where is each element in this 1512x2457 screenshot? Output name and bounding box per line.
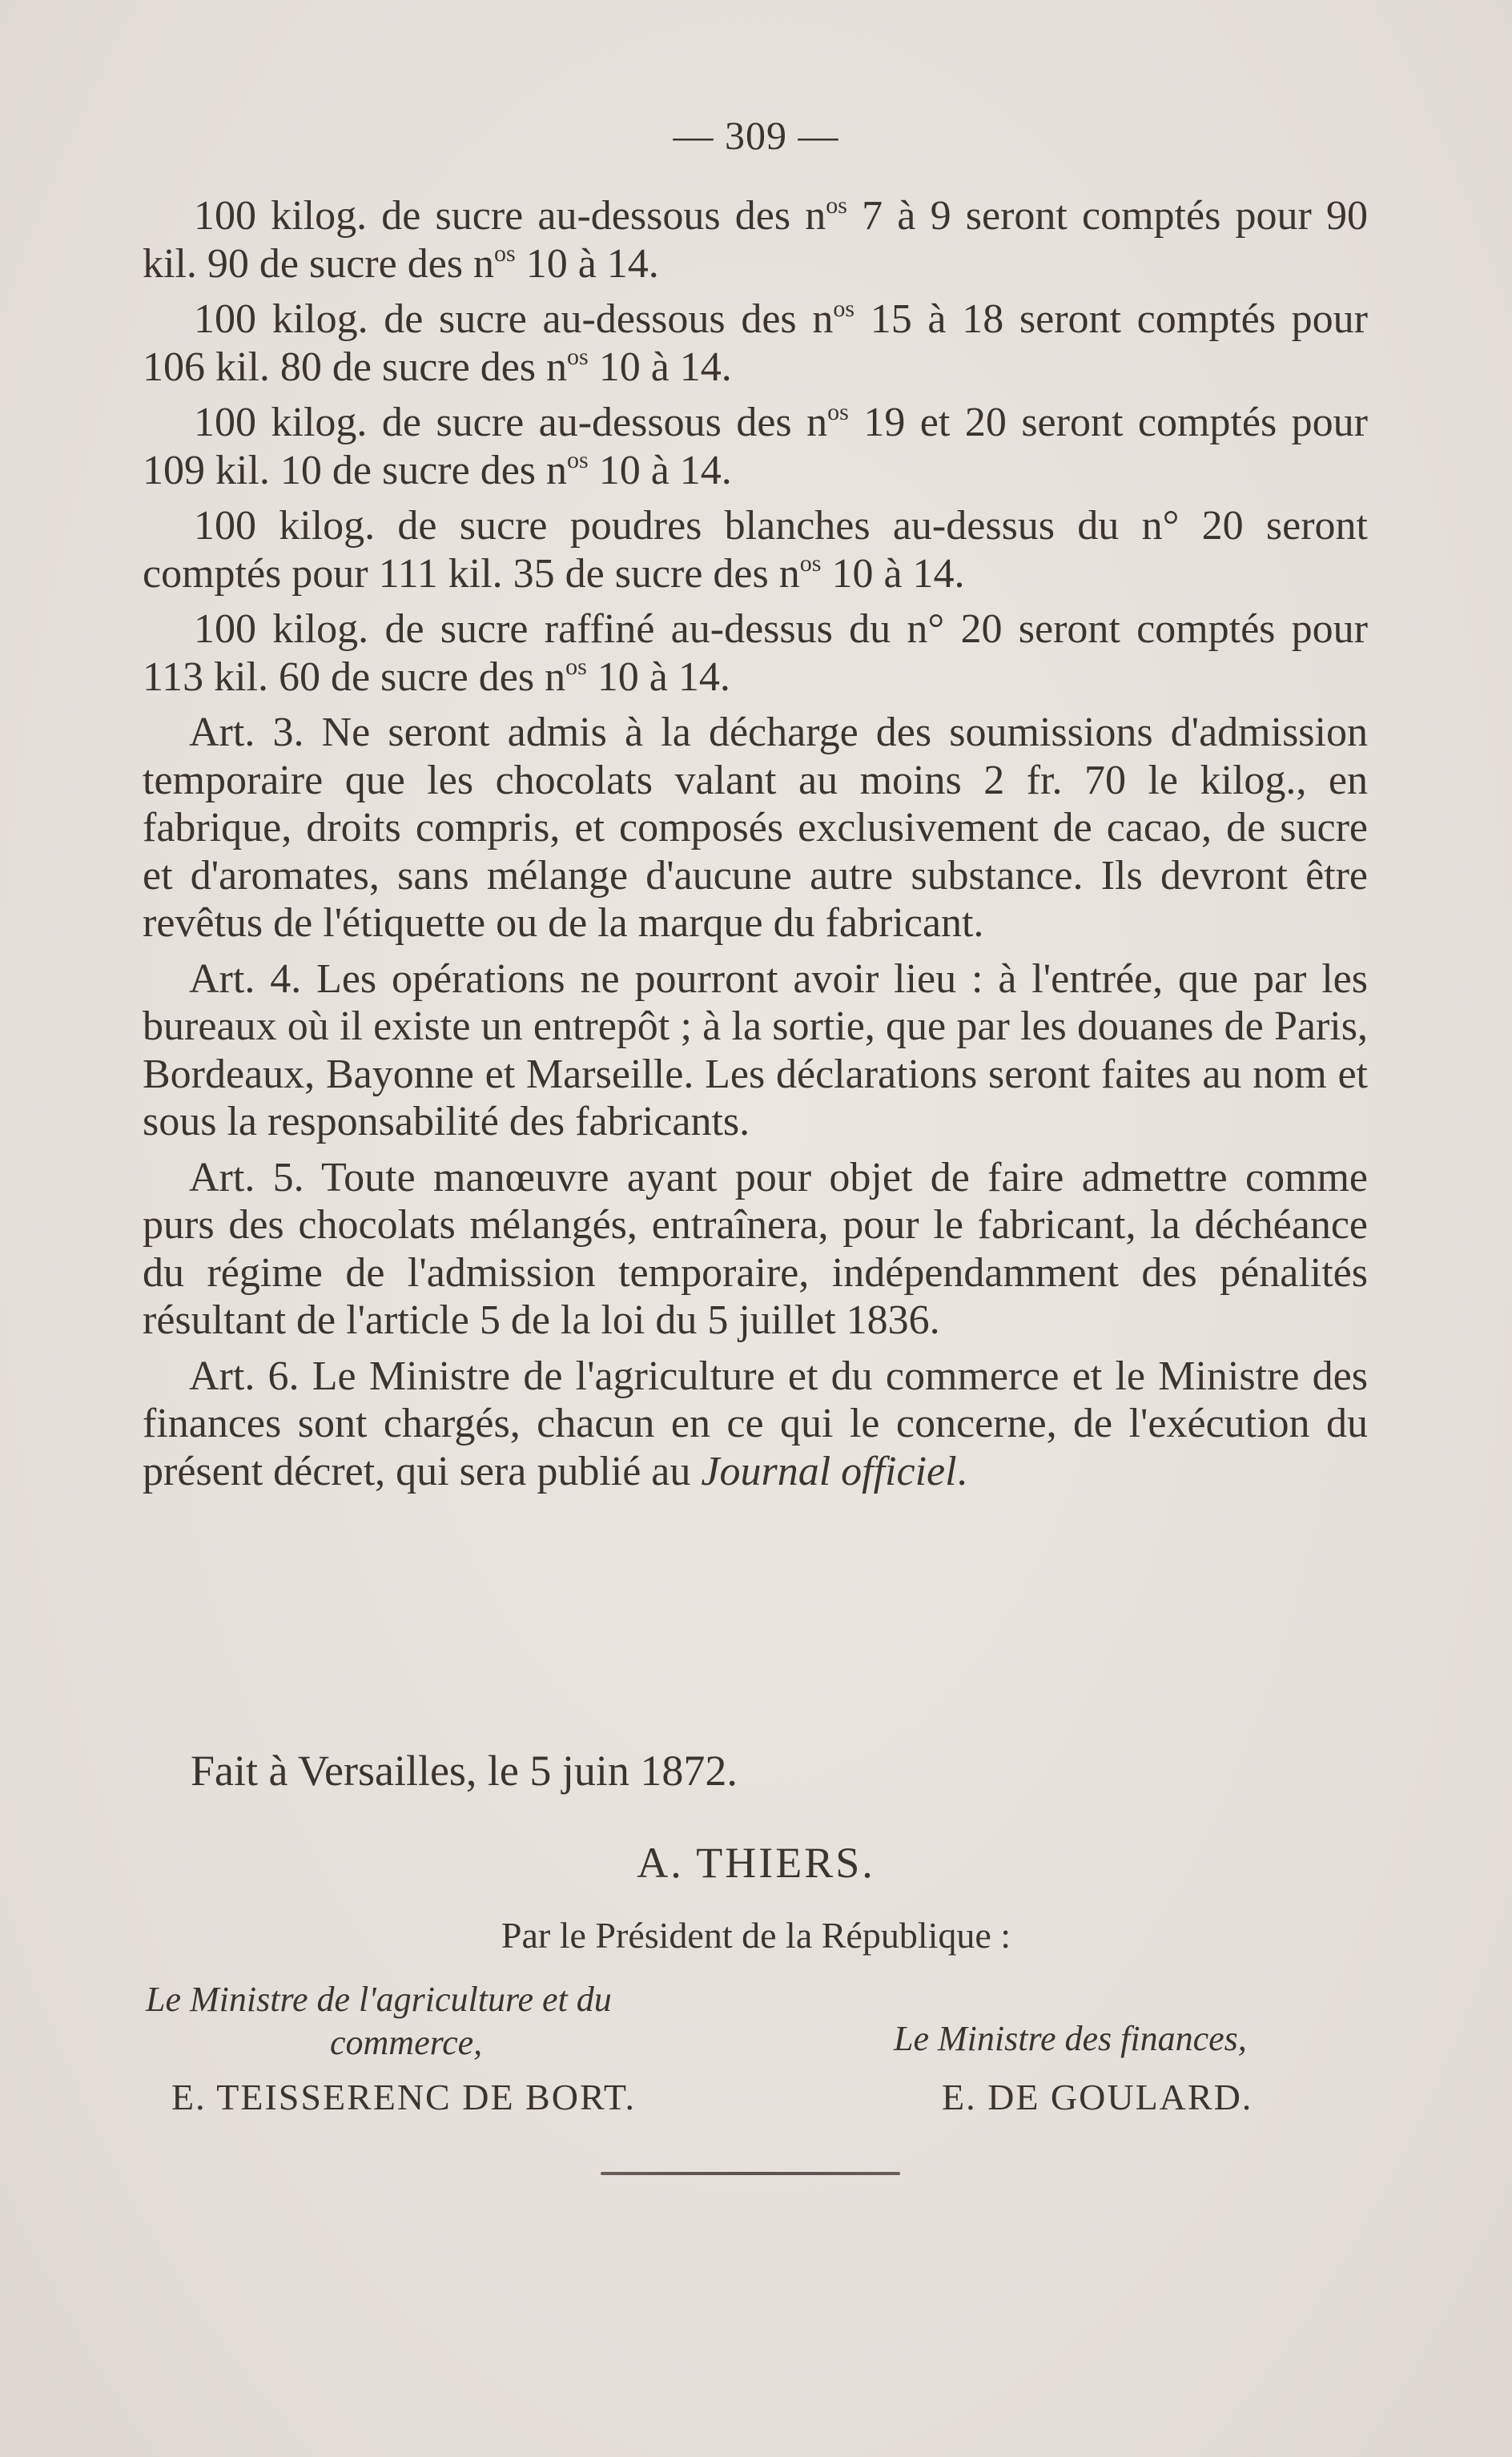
- paragraph-text: 100 kilog. de sucre raffiné au-dessus du n° 20 seront comptés pour 113 kil. 60 de sucre des n: [143, 606, 1368, 700]
- sugar-paragraph: [143, 605, 1368, 701]
- by-president-line: Par le Président de la République :: [501, 1915, 1011, 1956]
- place-date: Fait à Versailles, le 5 juin 1872.: [191, 1747, 738, 1795]
- paragraph-text: 15 à 18 seront comptés pour 106 kil. 80 de sucre des n: [143, 296, 1368, 390]
- signatory-name: A. THIERS.: [637, 1839, 875, 1887]
- paragraph-text: 10 à 14.: [588, 344, 732, 390]
- paragraph-text: 100 kilog. de sucre poudres blanches au-dessus du n° 20 seront comptés pour 111 kil. 35 de sucre des n: [143, 503, 1368, 597]
- minister-left-line-1: Le Ministre de l'agriculture et du: [146, 1980, 612, 2019]
- sugar-paragraph: [143, 296, 1368, 391]
- minister-finances-title: Le Ministre des finances,: [894, 2019, 1247, 2058]
- superscript: os: [565, 653, 587, 680]
- paragraph-text: 100 kilog. de sucre au-dessous des n: [194, 193, 826, 239]
- sugar-paragraph: [143, 502, 1368, 597]
- article-4: Art. 4. Les opérations ne pourront avoir lieu : à l'entrée, que par les bureaux où il existe un entrepôt ; à la sortie, que par les douanes de Paris, Bordeaux, Bayonne et Marseille. Les déclarations seront faites au nom et sous la responsabilité des fabricants.: [143, 955, 1368, 1144]
- superscript: os: [827, 399, 849, 425]
- paragraph-text: 100 kilog. de sucre au-dessous des n: [194, 296, 834, 342]
- sugar-paragraph: [143, 399, 1368, 494]
- minister-agriculture-title: [146, 1978, 722, 2065]
- paragraph-text: 10 à 14.: [515, 240, 659, 287]
- superscript: os: [567, 343, 589, 370]
- minister-finances-name: E. DE GOULARD.: [942, 2077, 1253, 2117]
- paragraph-text: 100 kilog. de sucre au-dessous des n: [194, 400, 828, 445]
- superscript: os: [567, 446, 589, 473]
- article-6: [143, 1353, 1368, 1496]
- paragraph-text: 10 à 14.: [586, 653, 730, 700]
- article-3: Art. 3. Ne seront admis à la décharge des soumissions d'admission temporaire que les chocolats valant au moins 2 fr. 70 le kilog., en fabrique, droits compris, et composés exclusivement de cacao, de sucre et d'aromates, sans mélange d'aucune autre substance. Ils devront être revêtus de l'étiquette ou de la marque du fabricant.: [143, 710, 1368, 946]
- paragraph-text: 10 à 14.: [821, 550, 965, 597]
- paragraph-text: 19 et 20 seront comptés pour 109 kil. 10 de sucre des n: [143, 400, 1368, 493]
- superscript: os: [494, 239, 516, 267]
- article-5: Art. 5. Toute manœuvre ayant pour objet de faire admettre comme purs des chocolats mélangés, entraînera, pour le fabricant, la déchéance du régime de l'admission temporaire, indépendamment des pénalités résultant de l'article 5 de la loi du 5 juillet 1836.: [143, 1154, 1368, 1343]
- page-number: — 309 —: [673, 113, 839, 158]
- minister-agriculture-name: E. TEISSERENC DE BORT.: [171, 2077, 637, 2117]
- minister-left-line-2: commerce,: [330, 2023, 483, 2062]
- paragraph-text: 7 à 9 seront comptés pour 90 kil. 90 de sucre des n: [143, 193, 1368, 287]
- decree-body: [143, 192, 1368, 1503]
- superscript: os: [799, 549, 822, 577]
- sugar-paragraph: [143, 192, 1368, 288]
- superscript: os: [833, 296, 855, 322]
- superscript: os: [826, 192, 847, 219]
- journal-title: Journal officiel: [701, 1448, 957, 1494]
- closing-rule: [601, 2172, 900, 2175]
- paragraph-text: 10 à 14.: [588, 447, 732, 493]
- article-6-text: Art. 6. Le Ministre de l'agriculture et du commerce et le Ministre des finances sont chargés, chacun en ce qui le concerne, de l'exécution du présent décret, qui sera publié au: [143, 1353, 1368, 1494]
- article-6-end: .: [956, 1448, 967, 1494]
